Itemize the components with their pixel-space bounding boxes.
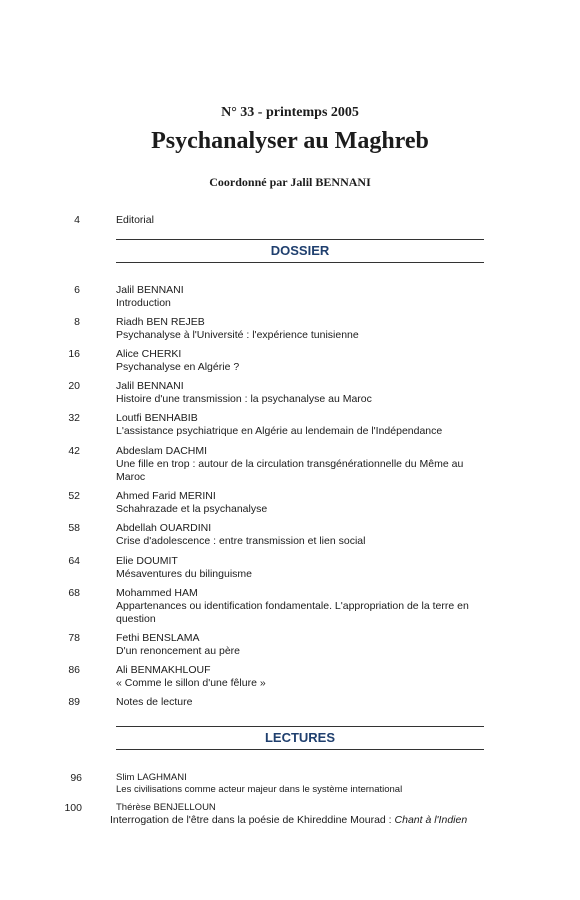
- entry-title: Interrogation de l'être dans la poésie de Khireddine Mourad :: [110, 814, 395, 826]
- entry-title-italic: Chant à l'Indien: [394, 814, 468, 826]
- entry-title-line: [110, 814, 490, 827]
- entry-author: Abdellah OUARDINI: [116, 522, 212, 534]
- page-number: 89: [68, 696, 80, 708]
- section-heading-lectures: LECTURES: [116, 726, 484, 750]
- coordinator-line: Coordonné par Jalil BENNANI: [209, 175, 371, 189]
- entry-title: Editorial: [116, 214, 154, 226]
- entry-title: Une fille en trop : autour de la circulation transgénérationnelle du Même au Maroc: [116, 458, 464, 483]
- entry-author: Thérèse BENJELLOUN: [116, 802, 216, 813]
- page-number: 86: [68, 664, 80, 676]
- section-heading-dossier: DOSSIER: [116, 239, 484, 263]
- entry-title: Appartenances ou identification fondamentale. L'appropriation de la terre en question: [116, 600, 469, 625]
- entry-author: Ali BENMAKHLOUF: [116, 664, 211, 676]
- page-number: 58: [68, 522, 80, 534]
- entry-title: Crise d'adolescence : entre transmission et lien social: [116, 535, 366, 547]
- page-number: 42: [68, 445, 80, 457]
- entry-author: Ahmed Farid MERINI: [116, 490, 216, 502]
- entry-author: Fethi BENSLAMA: [116, 632, 200, 644]
- entry-author: Slim LAGHMANI: [116, 772, 187, 783]
- entry-title: Les civilisations comme acteur majeur dans le système international: [116, 784, 403, 795]
- page-number: 52: [68, 490, 80, 502]
- page-number: 64: [68, 555, 80, 567]
- entry-title: Notes de lecture: [116, 696, 193, 708]
- entry-title: Introduction: [116, 297, 171, 309]
- page-number: 96: [70, 772, 82, 784]
- entry-author: Elie DOUMIT: [116, 555, 178, 567]
- entry-author: Riadh BEN REJEB: [116, 316, 205, 328]
- page-number: 32: [68, 412, 80, 424]
- entry-author: Mohammed HAM: [116, 587, 198, 599]
- page-number: 78: [68, 632, 80, 644]
- entry-title: D'un renoncement au père: [116, 645, 241, 657]
- entry-author: Abdeslam DACHMI: [116, 445, 208, 457]
- entry-title: « Comme le sillon d'une fêlure »: [116, 677, 266, 689]
- page-number: 6: [74, 284, 80, 296]
- page-number: 68: [68, 587, 80, 599]
- page-number: 100: [64, 802, 82, 814]
- entry-author: Jalil BENNANI: [116, 380, 184, 392]
- page-number: 20: [68, 380, 80, 392]
- entry-title: L'assistance psychiatrique en Algérie au lendemain de l'Indépendance: [116, 425, 443, 437]
- page-number: 4: [74, 214, 80, 226]
- issue-number: N° 33 - printemps 2005: [221, 105, 359, 120]
- entry-title: Histoire d'une transmission : la psychanalyse au Maroc: [116, 393, 372, 405]
- entry-author: Alice CHERKI: [116, 348, 182, 360]
- page-number: 8: [74, 316, 80, 328]
- entry-title: Psychanalyse à l'Université : l'expérience tunisienne: [116, 329, 359, 341]
- entry-title: Mésaventures du bilinguisme: [116, 568, 252, 580]
- issue-title: Psychanalyser au Maghreb: [151, 128, 429, 154]
- entry-author: Loutfi BENHABIB: [116, 412, 198, 424]
- page-number: 16: [68, 348, 80, 360]
- entry-author: Jalil BENNANI: [116, 284, 184, 296]
- entry-title: Schahrazade et la psychanalyse: [116, 503, 268, 515]
- entry-title: Psychanalyse en Algérie ?: [116, 361, 240, 373]
